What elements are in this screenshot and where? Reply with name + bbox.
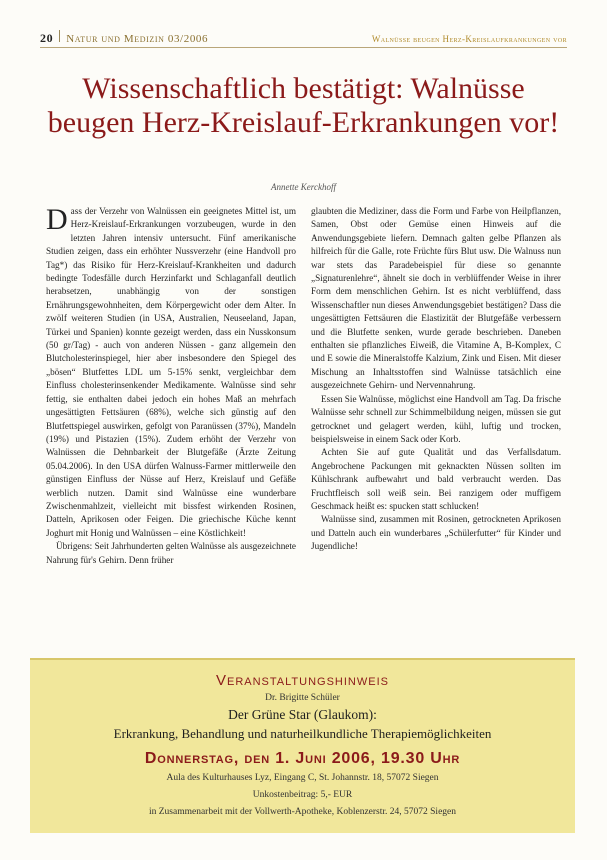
page-header xyxy=(40,30,567,46)
paragraph: Walnüsse sind, zusammen mit Rosinen, getrockneten Aprikosen und Datteln auch ein wunderbares „Schülerfutter“ für Kinder und Jugendliche! xyxy=(311,514,561,552)
paragraph: Essen Sie Walnüsse, möglichst eine Handvoll am Tag. Da frische Walnüsse sehr schnell zur Schimmelbildung neigen, müssen sie gut getrocknet und gelagert werden, kühl, luftig und trocken, beispielsweise in einem Sack oder Korb. xyxy=(311,393,561,444)
page-number: 20 xyxy=(40,31,54,45)
drop-cap: D xyxy=(46,203,68,236)
running-title: Walnüsse beugen Herz-Kreislaufkrankungen vor xyxy=(371,34,567,44)
event-notice xyxy=(30,658,575,833)
event-speaker: Dr. Brigitte Schüler xyxy=(265,693,340,703)
magazine-title: Natur und Medizin 03/2006 xyxy=(66,33,209,45)
paragraph-text: ass der Verzehr von Walnüssen ein geeignetes Mittel ist, um Herz-Kreislauf-Erkrankungen vorzubeugen, wurde in den letzten Jahren intensiv untersucht. Fünf amerikanische Studien zeigen, dass ein erhöhter Nussverzehr (eine Handvoll pro Tag*) das Risiko für Herz-Kreislauf-Krankheiten und dadurch bedingte Todesfälle durch Herzinfarkt und Schlaganfall deutlich herabsetzen, unabhängig von der sonstigen Ernährungsgewohnheiten, dem Körpergewicht oder dem Alter. In zwölf weiteren Studien (in USA, Australien, Neuseeland, Japan, Türkei und Spanien) konnte gezeigt werden, dass ein Nusskonsum (50 gr/Tag) - auch von anderen Nüssen - ganz allgemein den Blutcholesterinspiegel, hier aber insbesondere den Spiegel des „bösen“ Blutfettes LDL um 5-15% senkt, vergleichbar dem Einfluss cholesterinsenkender Medikamente. Walnüsse sind sehr fettig, sie enthalten dabei jedoch ein hohes Maß an mehrfach ungesättigten Fettsäuren (68%), welche sich günstig auf den Blutfettspiegel auswirken, gefolgt von Paranüssen (37%), Mandeln (19%) und Pistazien (15%). Zudem erhöht der Verzehr von Walnüssen die Dehnbarkeit der Blutgefäße (Ärzte Zeitung 05.04.2006). In den USA dürfen Walnuss-Farmer mittlerweile den günstigen Einfluss der Nüsse auf Herz, Kreislauf und Gefäße werblich nutzen. Damit sind Walnüsse eine wunderbare Zwischenmahlzeit, vielleicht mit bissfest wirkenden Rosinen, Datteln, Aprikosen oder Feigen. Die griechische Küche kennt Joghurt mit Honig und Walnüssen – eine Köstlichkeit! xyxy=(46,206,296,538)
event-date: Donnerstag, den 1. Juni 2006, 19.30 Uhr xyxy=(144,750,461,767)
paragraph xyxy=(46,205,296,540)
event-fee: Unkostenbeitrag: 5,- EUR xyxy=(252,790,353,800)
event-partner: in Zusammenarbeit mit der Vollwerth-Apotheke, Koblenzerstr. 24, 57072 Siegen xyxy=(148,807,456,817)
header-rule xyxy=(40,47,567,48)
right-column xyxy=(311,205,561,567)
left-column xyxy=(46,205,296,567)
paragraph: glaubten die Mediziner, dass die Form und Farbe von Heilpflanzen, Samen, Obst oder Gemüse einen Hinweis auf die Anwendungsgebiete liefern. Demnach galten gelbe Pflanzen als hilfreich für die Galle, rote Früchte fürs Blut usw. Die Walnuss nun war stets das Paradebeispiel für diese so genannte „Signaturenlehre“, ähnelt sie doch in verblüffender Weise in ihrer Form dem menschlichen Gehirn. Ist es nicht verblüffend, dass Wissenschaftler nun dieses Anwendungsgebiet bestätigen? Dass die ungesättigten Fettsäuren die Elastizität der Blutgefäße verbessern und die Blutfette senken, wurde gerade beschrieben. Daneben enthalten sie pflanzliches Eiweiß, die Vitamine A, B-Komplex, C und E sowie die Mineralstoffe Kalzium, Zink und Eisen. Mit dieser Mischung an Inhaltsstoffen sind Walnüsse tatsächlich eine ausgezeichnete Gehirn- und Nervennahrung. xyxy=(311,206,561,391)
event-subtitle: Erkrankung, Behandlung und naturheilkundliche Therapiemöglichkeiten xyxy=(113,726,492,741)
paragraph: Achten Sie auf gute Qualität und das Verfallsdatum. Angebrochene Packungen mit geknackten Nüssen sollten im Kühlschrank aufbewahrt und bald verbraucht werden. Das Fruchtfleisch soll weiß sein. Bei ranzigem oder muffigem Geschmack heißt es: spucken statt schlucken! xyxy=(311,447,561,511)
event-venue: Aula des Kulturhauses Lyz, Eingang C, St. Johannstr. 18, 57072 Siegen xyxy=(166,773,439,783)
article-body xyxy=(46,205,561,567)
header-divider xyxy=(59,30,60,42)
event-heading: Veranstaltungshinweis xyxy=(215,672,389,689)
article-title: Wissenschaftlich bestätigt: Walnüsse beugen Herz-Kreislauf-Erkrankungen vor! xyxy=(47,72,560,139)
event-title: Der Grüne Star (Glaukom): xyxy=(228,707,377,722)
paragraph: Übrigens: Seit Jahrhunderten gelten Walnüsse als ausgezeichnete Nahrung für's Gehirn. Denn früher xyxy=(46,541,296,565)
article-author: Annette Kerckhoff xyxy=(271,182,336,192)
